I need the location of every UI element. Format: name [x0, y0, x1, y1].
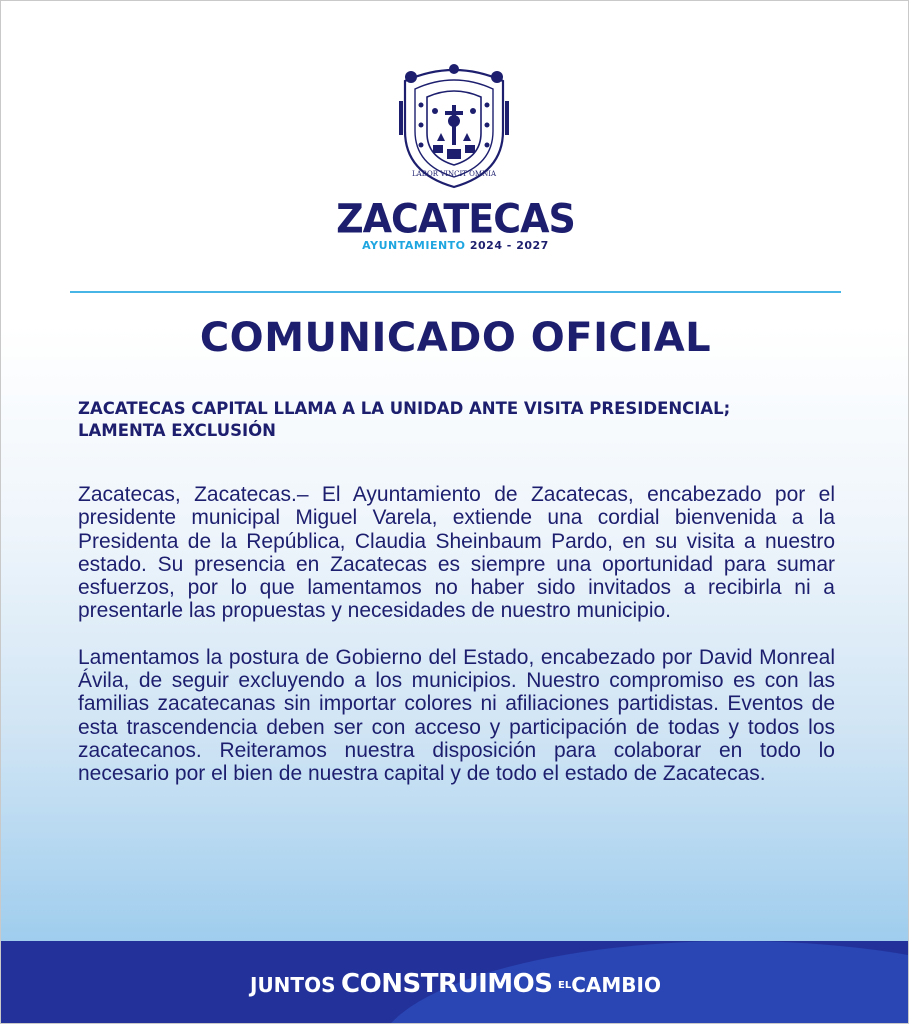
- slogan-juntos: JUNTOS: [250, 973, 336, 997]
- body-text: [78, 483, 835, 809]
- paragraph-2: Lamentamos la postura de Gobierno del Estado, encabezado por David Monreal Ávila, de seguir excluyendo a los municipios. Nuestro compromiso es con las familias zacatecanas sin importar colores ni afiliaciones partidistas. Eventos de esta trascendencia deben ser con acceso y participación de todas y todos los zacatecanos. Reiteramos nuestra disposición para colaborar en todo lo necesario por el bien de nuestra capital y de todo el estado de Zacatecas.: [78, 645, 835, 786]
- paragraph-1: Zacatecas, Zacatecas.– El Ayuntamiento de Zacatecas, encabezado por el presidente municipal Miguel Varela, extiende una cordial bienvenida a la Presidenta de la República, Claudia Sheinbaum Pardo, en su visita a nuestro estado. Su presencia en Zacatecas es siempre una oportunidad para sumar esfuerzos, por lo que lamentamos no haber sido invitados a recibirla ni a presentarle las propuestas y necesidades de nuestro municipio.: [78, 483, 835, 623]
- slogan-construimos: CONSTRUIMOS: [341, 969, 553, 999]
- headline-line-1: ZACATECAS CAPITAL LLAMA A LA UNIDAD ANTE VISITA PRESIDENCIAL;: [78, 399, 731, 418]
- footer-banner: [1, 941, 909, 1024]
- slogan: [1, 969, 909, 999]
- logo-subtitle-years: 2024 - 2027: [469, 239, 549, 252]
- crest-motto: LABOR VINCIT OMNIA: [411, 170, 497, 178]
- slogan-cambio: CAMBIO: [571, 973, 661, 997]
- logo-subtitle: [1, 239, 909, 252]
- divider: [70, 291, 841, 293]
- header: [1, 1, 909, 281]
- slogan-el: EL: [558, 980, 572, 991]
- coat-of-arms-icon: [391, 61, 517, 191]
- headline: [78, 398, 838, 442]
- page-title: COMUNICADO OFICIAL: [199, 315, 712, 361]
- headline-line-2: LAMENTA EXCLUSIÓN: [78, 421, 276, 440]
- logo-wordmark: ZACATECAS: [336, 195, 575, 243]
- logo-subtitle-ayuntamiento: AYUNTAMIENTO: [362, 239, 466, 252]
